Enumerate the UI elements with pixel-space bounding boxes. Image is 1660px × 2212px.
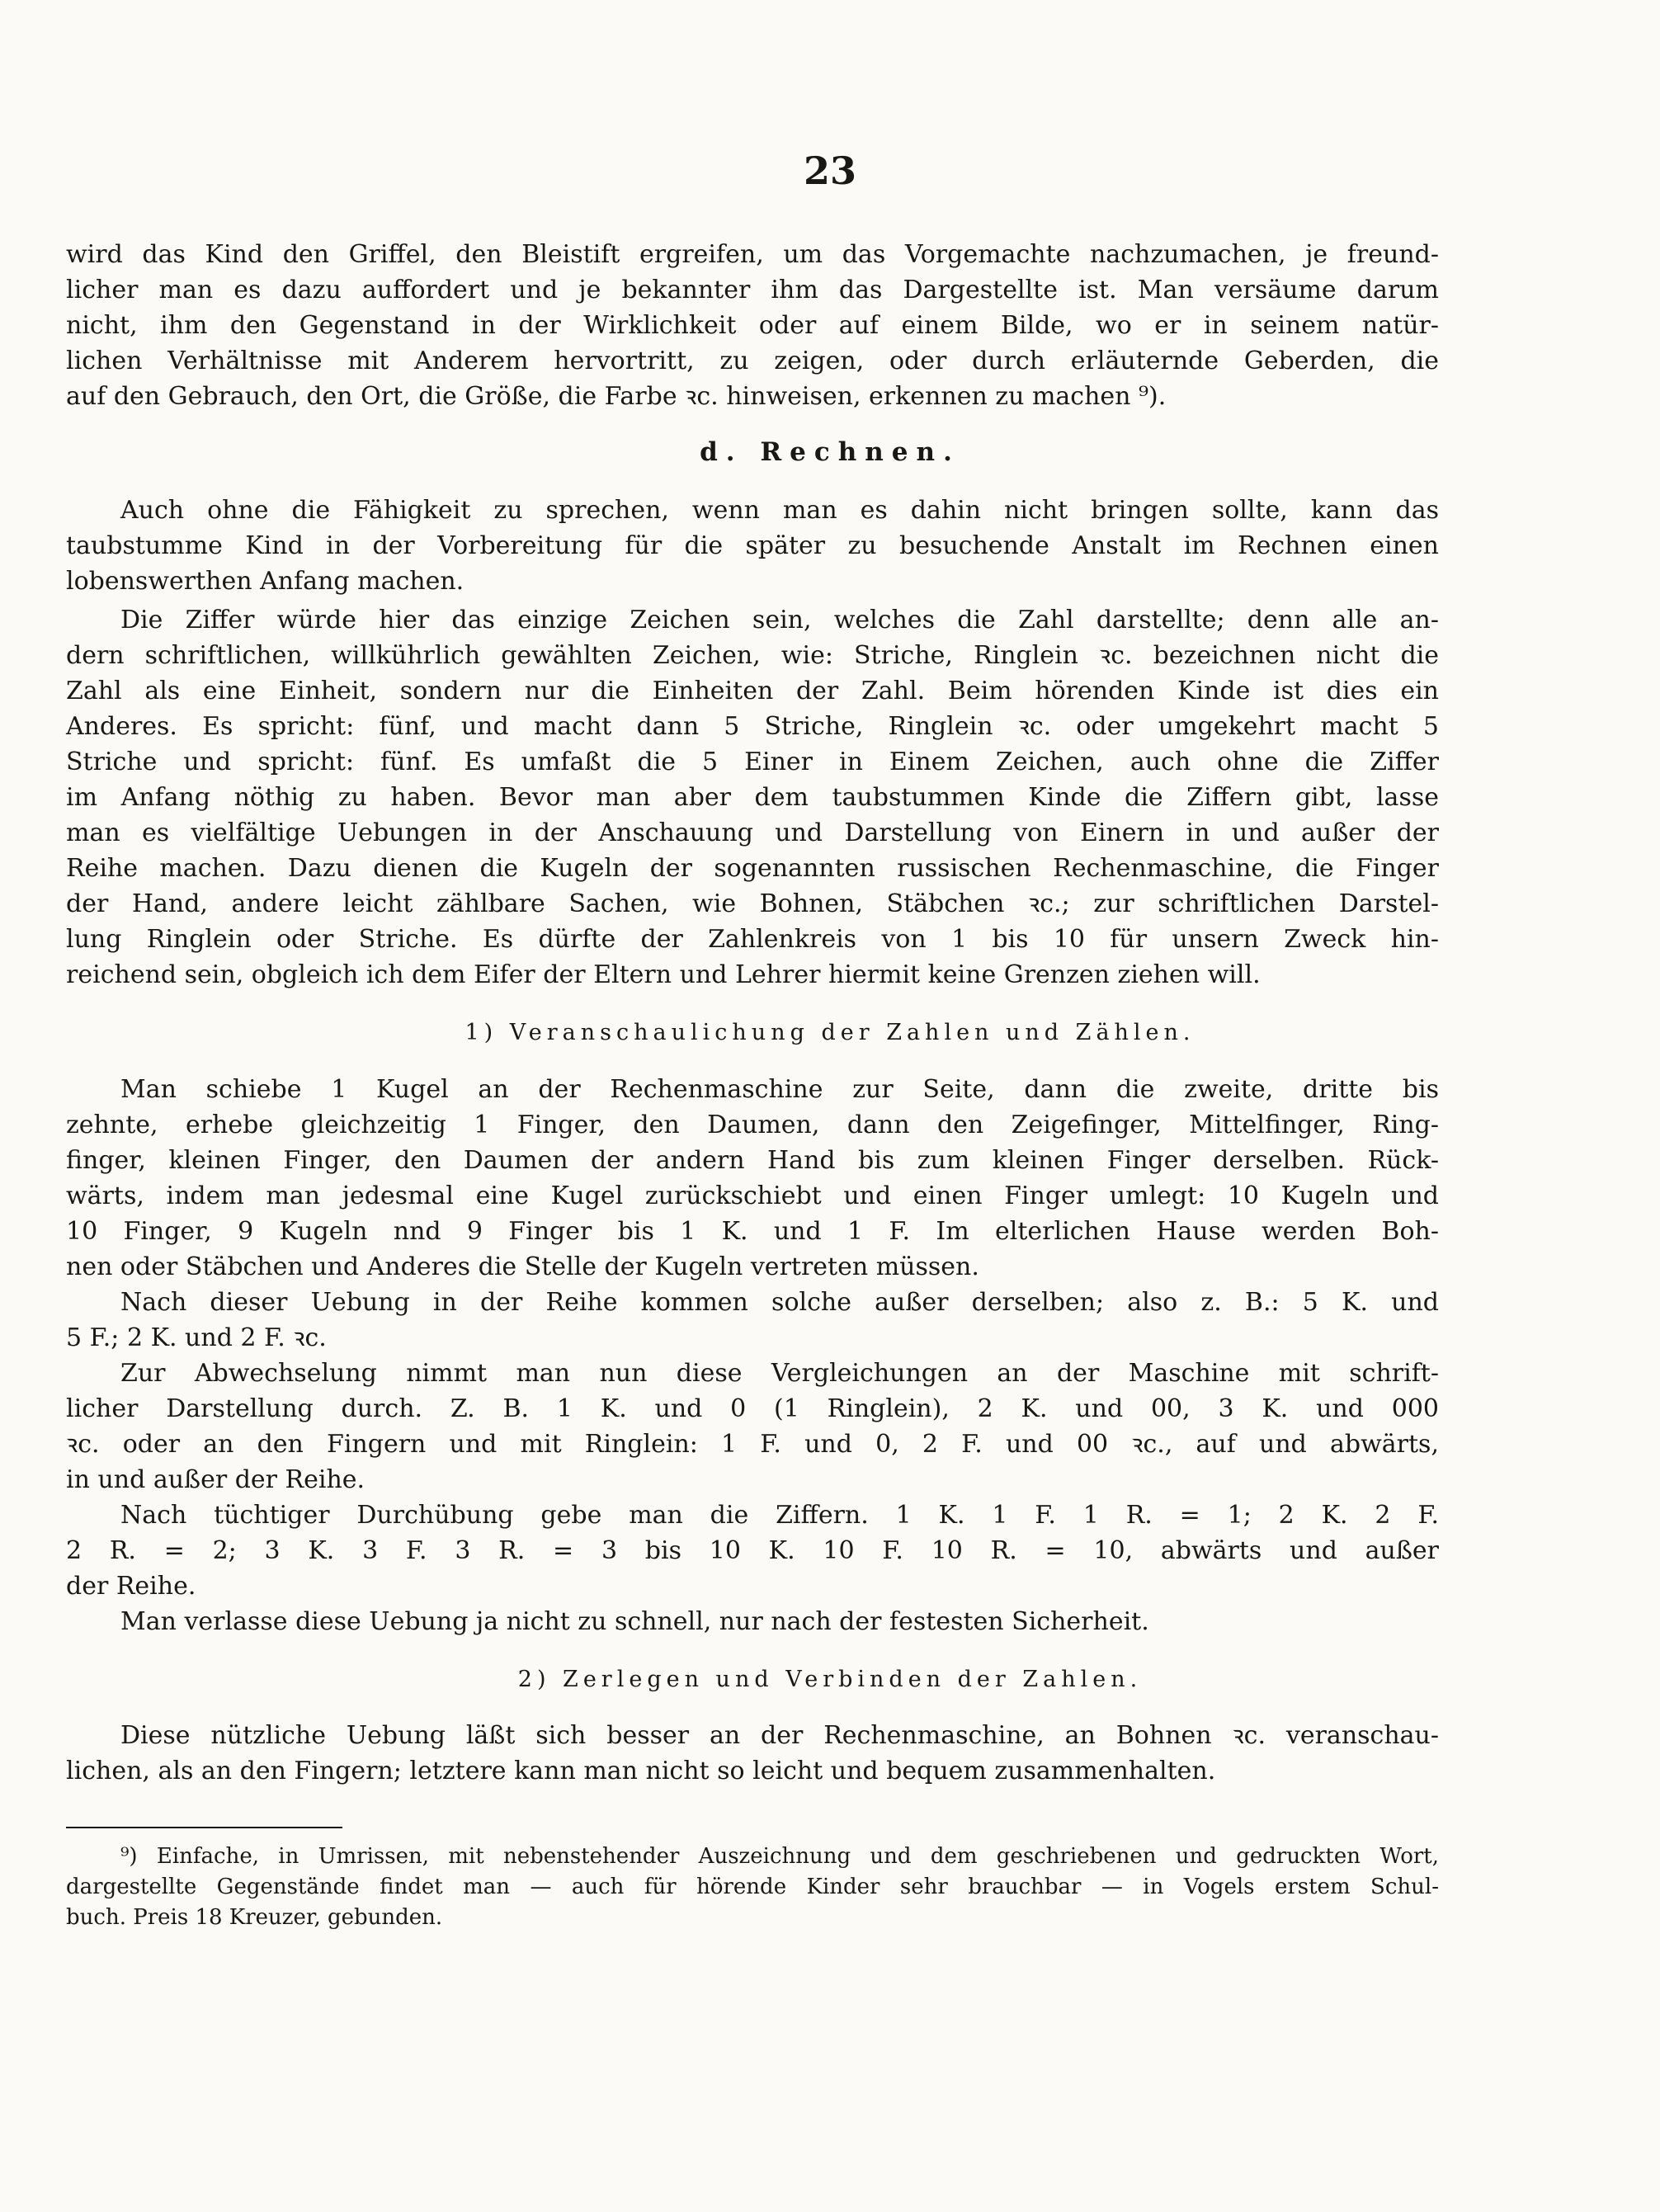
section-d-paragraph-2 [66, 602, 1439, 993]
text-line: Nach tüchtiger Durchübung gebe man die Ziffern. 1 K. 1 F. 1 R. = 1; 2 K. 2 F. [120, 1501, 1439, 1530]
subsection-heading: 2) Zerlegen und Verbinden der Zahlen. [517, 1667, 1143, 1692]
text-line: lung Ringlein oder Striche. Es dürfte der Zahlenkreis von 1 bis 10 für unsern Zweck hin- [66, 925, 1439, 954]
text-line: lobenswerthen Anfang machen. [66, 567, 465, 596]
text-line: der Hand, andere leicht zählbare Sachen, wie Bohnen, Stäbchen ꝛc.; zur schriftlichen Darstel- [66, 889, 1439, 918]
text-line: zehnte, erhebe gleichzeitig 1 Finger, den Daumen, dann den Zeigefinger, Mittelfinger, Ring- [66, 1111, 1439, 1139]
text-line: Striche und spricht: fünf. Es umfaßt die 5 Einer in Einem Zeichen, auch ohne die Ziffer [66, 748, 1439, 776]
text-line: Die Ziffer würde hier das einzige Zeichen sein, welches die Zahl darstellte; denn alle an- [120, 606, 1439, 634]
text-line: Man schiebe 1 Kugel an der Rechenmaschine zur Seite, dann die zweite, dritte bis [120, 1075, 1439, 1104]
subsection-1-paragraph-3 [66, 1356, 1439, 1497]
footnote-divider [66, 1827, 342, 1828]
text-line: man es vielfältige Uebungen in der Anschauung und Darstellung von Einern in und außer der [66, 818, 1439, 847]
text-line: licher Darstellung durch. Z. B. 1 K. und 0 (1 Ringlein), 2 K. und 00, 3 K. und 000 [66, 1394, 1439, 1423]
subsection-heading: 1) Veranschaulichung der Zahlen und Zählen. [465, 1020, 1195, 1045]
text-line: im Anfang nöthig zu haben. Bevor man aber dem taubstummen Kinde die Ziffern gibt, lasse [66, 783, 1439, 812]
text-line: lichen, als an den Fingern; letztere kann man nicht so leicht und bequem zusammenhalten. [66, 1757, 1216, 1785]
text-line: finger, kleinen Finger, den Daumen der andern Hand bis zum kleinen Finger derselben. Rück- [66, 1146, 1439, 1175]
subsection-2-paragraph-1 [66, 1718, 1439, 1789]
paragraph-intro [66, 237, 1439, 414]
footnote-line: buch. Preis 18 Kreuzer, gebunden. [66, 1905, 443, 1930]
footnote-line: ⁹) Einfache, in Umrissen, mit nebenstehender Auszeichnung und dem geschriebenen und gedruckten Wort, [120, 1844, 1439, 1869]
text-line: der Reihe. [66, 1572, 196, 1601]
text-line: nen oder Stäbchen und Anderes die Stelle der Kugeln vertreten müssen. [66, 1252, 979, 1281]
page-number: 23 [803, 149, 856, 193]
text-line: Diese nützliche Uebung läßt sich besser an der Rechenmaschine, an Bohnen ꝛc. veranschau- [120, 1721, 1439, 1750]
text-line: Reihe machen. Dazu dienen die Kugeln der sogenannten russischen Rechenmaschine, die Finger [66, 854, 1439, 883]
text-line: in und außer der Reihe. [66, 1465, 365, 1494]
subsection-1-paragraph-5 [66, 1604, 1439, 1639]
text-line: lichen Verhältnisse mit Anderem hervortritt, zu zeigen, oder durch erläuternde Geberden, die [66, 347, 1439, 375]
text-line: Auch ohne die Fähigkeit zu sprechen, wenn man es dahin nicht bringen sollte, kann das [120, 496, 1439, 525]
text-line: 5 F.; 2 K. und 2 F. ꝛc. [66, 1323, 327, 1352]
footnote [66, 1842, 1439, 1933]
text-line: Zahl als eine Einheit, sondern nur die Einheiten der Zahl. Beim hörenden Kinde ist dies ein [66, 677, 1439, 705]
footnote-line: dargestellte Gegenstände findet man — auch für hörende Kinder sehr brauchbar — in Vogels erstem Schul- [66, 1875, 1439, 1899]
text-line: nicht, ihm den Gegenstand in der Wirklichkeit oder auf einem Bilde, wo er in seinem natür- [66, 311, 1439, 340]
text-line: Anderes. Es spricht: fünf, und macht dann 5 Striche, Ringlein ꝛc. oder umgekehrt macht 5 [66, 712, 1439, 741]
text-line: 2 R. = 2; 3 K. 3 F. 3 R. = 3 bis 10 K. 10 F. 10 R. = 10, abwärts und außer [66, 1536, 1439, 1565]
text-line: licher man es dazu auffordert und je bekannter ihm das Dargestellte ist. Man versäume darum [66, 276, 1439, 304]
text-line: ꝛc. oder an den Fingern und mit Ringlein: 1 F. und 0, 2 F. und 00 ꝛc., auf und abwärts, [66, 1430, 1439, 1459]
text-line: wärts, indem man jedesmal eine Kugel zurückschiebt und einen Finger umlegt: 10 Kugeln und [66, 1181, 1439, 1210]
text-line: Nach dieser Uebung in der Reihe kommen solche außer derselben; also z. B.: 5 K. und [120, 1288, 1439, 1317]
subsection-1-paragraph-1 [66, 1072, 1439, 1285]
text-line: dern schriftlichen, willkührlich gewählten Zeichen, wie: Striche, Ringlein ꝛc. bezeichnen nicht die [66, 641, 1439, 670]
text-line: Zur Abwechselung nimmt man nun diese Vergleichungen an der Maschine mit schrift- [120, 1359, 1439, 1388]
text-line: reichend sein, obgleich ich dem Eifer der Eltern und Lehrer hiermit keine Grenzen ziehen will. [66, 960, 1261, 989]
text-line: 10 Finger, 9 Kugeln nnd 9 Finger bis 1 K. und 1 F. Im elterlichen Hause werden Boh- [66, 1217, 1439, 1246]
text-line: auf den Gebrauch, den Ort, die Größe, die Farbe ꝛc. hinweisen, erkennen zu machen ⁹). [66, 382, 1167, 411]
text-line: taubstumme Kind in der Vorbereitung für die später zu besuchende Anstalt im Rechnen einen [66, 531, 1439, 560]
text-line: Man verlasse diese Uebung ja nicht zu schnell, nur nach der festesten Sicherheit. [120, 1607, 1149, 1636]
text-line: wird das Kind den Griffel, den Bleistift ergreifen, um das Vorgemachte nachzumachen, je freund- [66, 240, 1439, 269]
section-d-paragraph-1 [66, 493, 1439, 599]
subsection-1-paragraph-2 [66, 1285, 1439, 1356]
subsection-1-paragraph-4 [66, 1497, 1439, 1604]
section-heading: d. Rechnen. [700, 437, 960, 467]
